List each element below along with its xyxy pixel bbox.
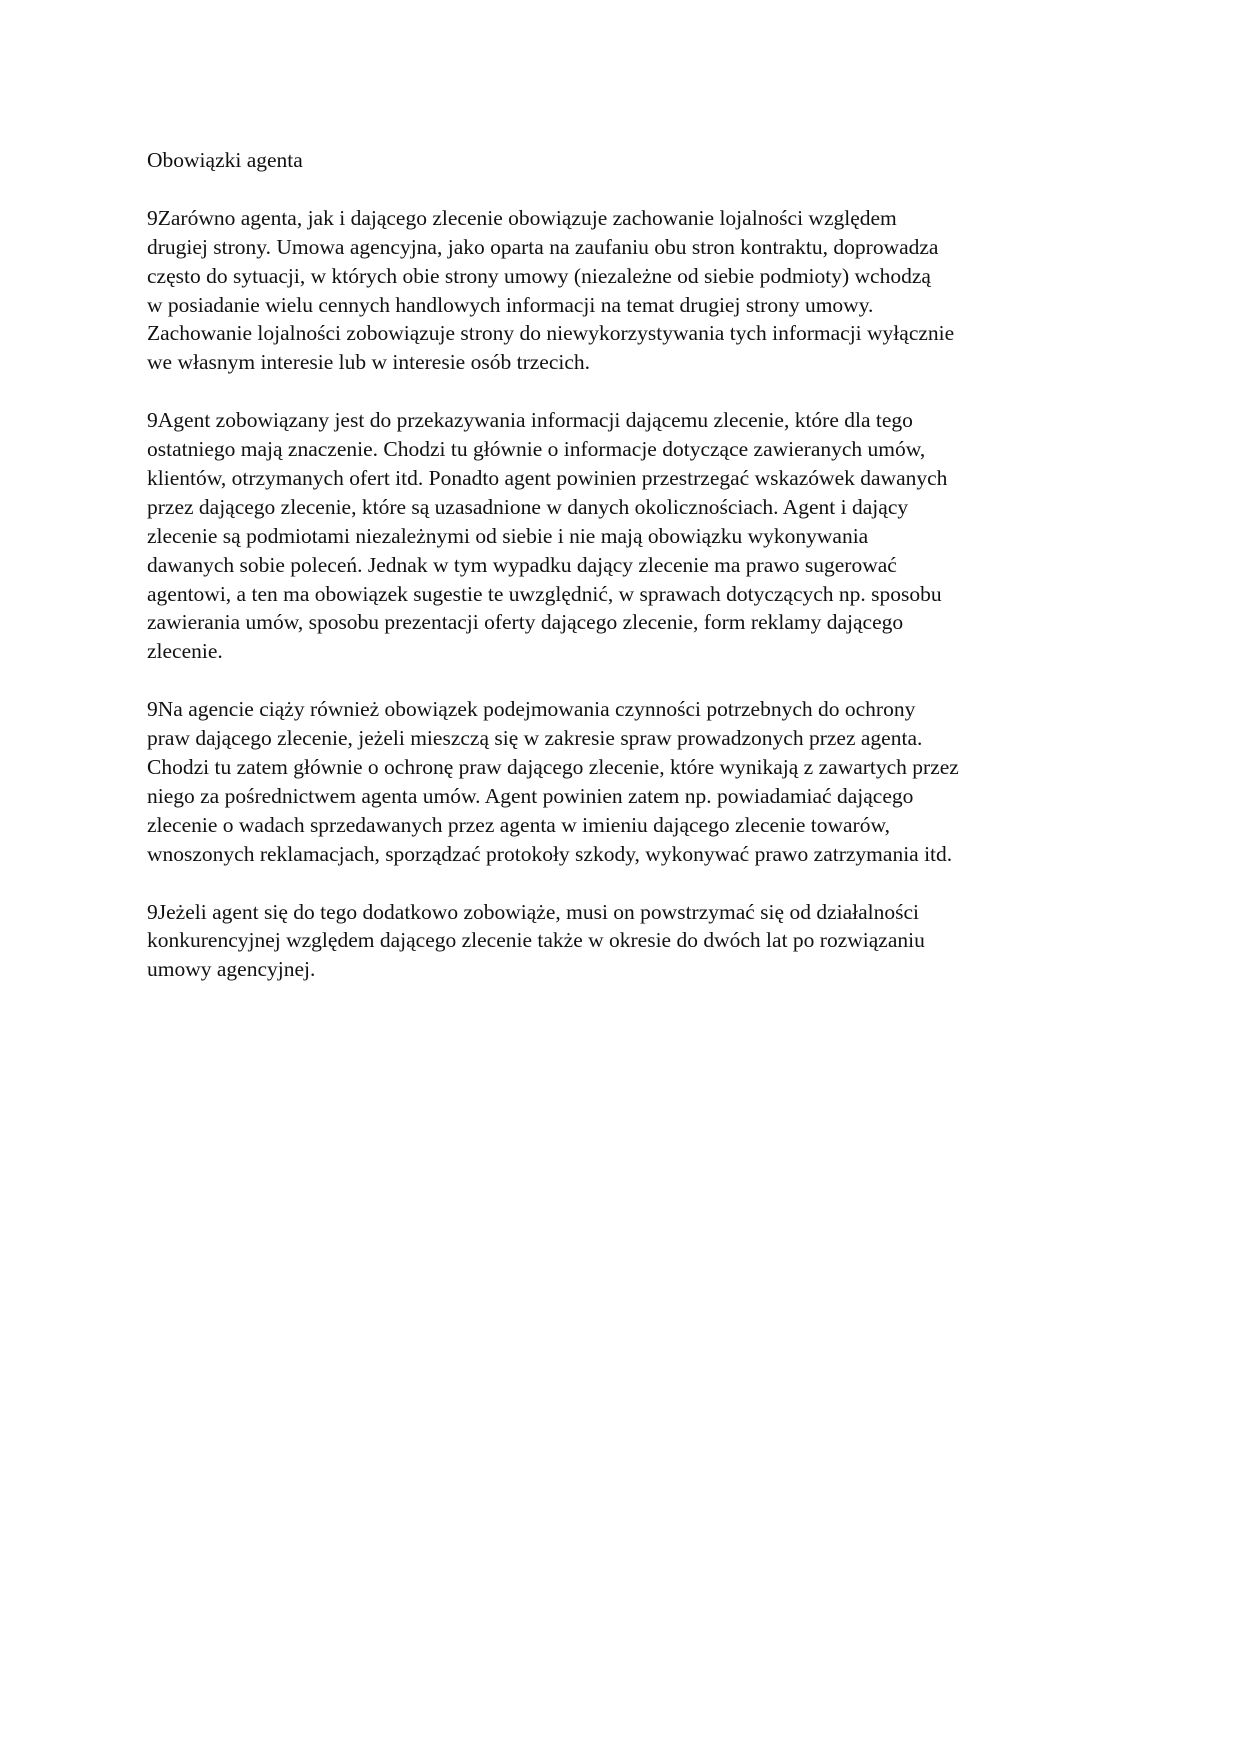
paragraph-line: wnoszonych reklamacjach, sporządzać protokoły szkody, wykonywać prawo zatrzymania itd.	[147, 841, 953, 866]
paragraph-line: 9Na agencie ciąży również obowiązek podejmowania czynności potrzebnych do ochrony	[147, 697, 916, 722]
paragraph-line: zawierania umów, sposobu prezentacji oferty dającego zlecenie, form reklamy dającego	[147, 610, 904, 635]
document-title: Obowiązki agenta	[147, 148, 303, 172]
paragraph-loyalty	[147, 204, 1097, 377]
paragraph-line: umowy agencyjnej.	[147, 957, 316, 982]
paragraph-line: zlecenie są podmiotami niezależnymi od siebie i nie mają obowiązku wykonywania	[147, 523, 869, 548]
paragraph-information-duty	[147, 406, 1097, 666]
paragraph-line: dawanych sobie poleceń. Jednak w tym wypadku dający zlecenie ma prawo sugerować	[147, 552, 897, 577]
paragraph-line: klientów, otrzymanych ofert itd. Ponadto agent powinien przestrzegać wskazówek dawanych	[147, 465, 948, 490]
paragraph-line: Chodzi tu zatem głównie o ochronę praw dającego zlecenie, które wynikają z zawartych przez	[147, 754, 959, 779]
paragraph-line: Zachowanie lojalności zobowiązuje strony do niewykorzystywania tych informacji wyłącznie	[147, 321, 955, 346]
paragraph-line: drugiej strony. Umowa agencyjna, jako oparta na zaufaniu obu stron kontraktu, doprowadza	[147, 234, 939, 259]
paragraph-line: ostatniego mają znaczenie. Chodzi tu głównie o informacje dotyczące zawieranych umów,	[147, 437, 926, 462]
paragraph-protection-duty	[147, 695, 1097, 868]
paragraph-line: zlecenie o wadach sprzedawanych przez agenta w imieniu dającego zlecenie towarów,	[147, 812, 890, 837]
paragraph-line: konkurencyjnej względem dającego zlecenie także w okresie do dwóch lat po rozwiązaniu	[147, 928, 925, 953]
paragraph-line: 9Agent zobowiązany jest do przekazywania informacji dającemu zlecenie, które dla tego	[147, 408, 913, 433]
paragraph-line: 9Jeżeli agent się do tego dodatkowo zobowiąże, musi on powstrzymać się od działalności	[147, 899, 919, 924]
paragraph-line: agentowi, a ten ma obowiązek sugestie te uwzględnić, w sprawach dotyczących np. sposobu	[147, 581, 942, 606]
paragraph-line: 9Zarówno agenta, jak i dającego zlecenie obowiązuje zachowanie lojalności względem	[147, 205, 897, 230]
paragraph-non-compete	[147, 898, 1097, 985]
paragraph-line: często do sytuacji, w których obie strony umowy (niezależne od siebie podmioty) wchodzą	[147, 263, 931, 288]
paragraph-line: praw dającego zlecenie, jeżeli mieszczą się w zakresie spraw prowadzonych przez agenta.	[147, 726, 923, 751]
paragraph-line: w posiadanie wielu cennych handlowych informacji na temat drugiej strony umowy.	[147, 292, 874, 317]
paragraph-line: niego za pośrednictwem agenta umów. Agent powinien zatem np. powiadamiać dającego	[147, 783, 914, 808]
paragraph-line: we własnym interesie lub w interesie osób trzecich.	[147, 350, 590, 375]
document-body	[147, 146, 1097, 1013]
paragraph-line: przez dającego zlecenie, które są uzasadnione w danych okolicznościach. Agent i dający	[147, 494, 909, 519]
paragraph-line: zlecenie.	[147, 639, 223, 664]
